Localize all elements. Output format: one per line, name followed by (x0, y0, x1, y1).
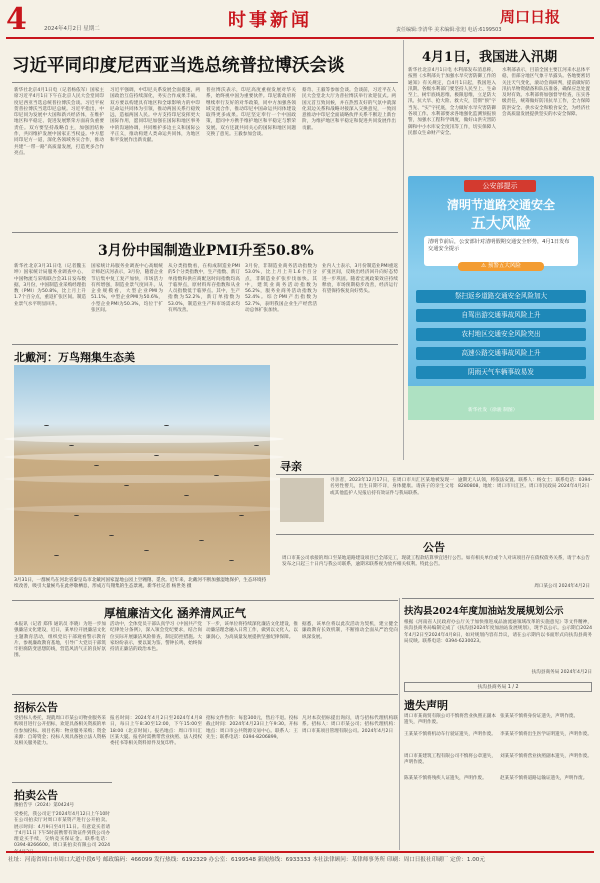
lost-headline: 遗失声明 (404, 699, 448, 712)
lost-item-6: 刘某某不慎将营业执照副本遗失，声明作废。 (500, 754, 592, 759)
lost-item-2: 张某某不慎将身份证遗失，声明作废。 (500, 714, 579, 719)
culture-col-2: 活动中，全体党员干部认真学习《中国共产党纪律处分条例》，深入领会党纪要求，结合岗位实际开展廉洁风险排查，制定防控措施。大家纷纷表示，要以案为鉴、警钟长鸣，始终保持清正廉洁的政治本色。 (110, 622, 202, 653)
culture-col-1: 本报讯（记者 郑伟 通讯员 李晓）为进一步加强廉洁文化建设，近日，某单位开展廉洁文化主题教育活动，组织党员干部观看警示教育片、参观廉政教育基地，引导广大党员干部筑牢拒腐防变思想防线，营造风清气正的良好氛围。 (14, 622, 106, 659)
flood-col-2: 水利部表示，目前全国主要江河来水总体平稳，但部分地区气象干旱露头。各地要密切关注天气变化，滚动会商研判，提前做好防汛抗旱物资储备和队伍准备，确保应急处置及时有效。水利部将加强督导检查，压实各级责任，统筹做好防汛抗旱工作，全力保障防洪安全、供水安全和粮食安全，为经济社会高质量发展提供坚实的水安全保障。 (502, 68, 590, 118)
footer-info: 社址：河南省周口市周口大道中段6号 邮政编码：466099 发行热线：6192329 办公室：6199548 新闻热线：6933333 本社法律顾问：某律师事务所 印刷：周口日报社印刷厂 定价：1.00元 (8, 857, 485, 863)
masthead (0, 0, 600, 38)
column-divider (403, 40, 404, 460)
auction-headline: 拍卖公告 (14, 789, 58, 802)
safety-item-3: 农村地区交通安全风险突出 (416, 328, 586, 341)
photo-headline: 北戴河：万鸟翔集生态美 (14, 351, 135, 364)
fuel-headline: 扶沟县2024年度加油站发展规划公示 (404, 606, 564, 617)
recruit-col-4: 凡对本次招标提出询问，请与招标代理机构联系。招标人：周口市某公司；招标代理机构：周口市某项目管理有限公司。2024年4月2日 (302, 716, 398, 734)
missing-headline: 寻亲 (280, 460, 302, 473)
culture-col-4: 据悉，该单位将以此次活动为契机，建立健全廉政教育长效机制，不断推动全面从严治党向纵深发展。 (302, 622, 398, 640)
bird-photo (14, 365, 270, 575)
auction-subtitle: 豫拍告字（2024）第0424号 (14, 803, 75, 808)
issue-date: 2024年4月2日 星期二 (44, 26, 100, 32)
safety-warning (458, 262, 544, 271)
lead-rule (12, 82, 398, 83)
safety-item-2: 自驾出游交通事故风险上升 (416, 309, 586, 322)
road-illustration (408, 386, 594, 420)
culture-top-rule (12, 600, 398, 601)
auction-top-rule (12, 782, 112, 783)
recruit-col-2: 报名时间：2024年4月2日至2024年4月8日，每日上午8:30至12:00，下午15:00至18:00（北京时间）。报名地点：周口市川汇区某大厦。报名时需携带营业执照、法人授权委托书等相关资料原件及复印件。 (110, 716, 202, 747)
safety-subtitle: 五大风险 (470, 214, 531, 232)
lead-col-3: 普拉博沃表示，印尼高度重视发展对华关系，始终视中国为重要伙伴。印尼新政府将继续奉行友好的对华政策，同中方加强各领域交流合作，推动印尼中国命运共同体建设取得更多成果。印尼坚定奉行一个中国政策，愿同中方携手维护地区和平稳定与繁荣发展。双方还就共同关心的国际和地区问题交换了意见。王毅参加会谈。 (206, 88, 296, 138)
notice-body: 周口市某公司承接的周口至某地道路建设项目已全部完工，现就工程款结算事宜进行公告。如有相关单位或个人对该项目存在债权债务关系，请于本公告发布之日起三十日内与我公司联系，逾期未联系视为放弃相关权利。特此公告。 (282, 556, 590, 568)
flood-headline: 4月1日，我国进入汛期 (422, 50, 558, 65)
safety-intro-text: 清明节前后，公安部针对清明假期交通安全形势，4月1日发布交通安全提示 (428, 239, 570, 252)
flood-col-1: 新华社北京4月1日电 水利部发布消息称，按照《水利部关于加强水旱灾害防御工作的通知》有关规定，自4月1日起，我国进入汛期。各级水利部门要坚持人民至上、生命至上，树牢底线思维、极限思维，立足防大汛、抗大旱、抢大险、救大灾，贯彻“预”字当先、“实”字托底，全力做好水旱灾害防御各项工作。水利部要求各地强化监测预报预警，加强水工程科学调度，做好山洪灾害防御和中小水库安全度汛等工作，切实保障人民群众生命财产安全。 (408, 68, 496, 136)
fuel-note: 扶沟县商务局 1 / 2 (404, 682, 592, 692)
notice-signer: 周口某公司 2024年4月2日 (534, 584, 590, 589)
lost-item-7: 陈某某不慎将残疾人证遗失，声明作废。 (404, 776, 487, 781)
recruit-top-rule (12, 694, 398, 695)
safety-item-1: 祭扫返乡道路交通安全风险加大 (416, 290, 586, 303)
fuel-top-rule (402, 598, 594, 599)
missing-photo (280, 478, 324, 522)
lost-item-3: 王某某不慎将机动车行驶证遗失，声明作废。 (404, 732, 496, 737)
fuel-signer: 扶沟县商务局 2024年4月2日 (531, 670, 592, 675)
footer-rule (6, 851, 594, 853)
pmi-top-rule (12, 232, 398, 233)
safety-credit: 新华社发（徐骏 制图） (468, 408, 518, 413)
lead-col-4: 蔡奇、王毅等参加会谈。会谈前，习近平在人民大会堂北大厅为普拉博沃举行欢迎仪式。两国元首互致问候，并在热烈友好的气氛中就深化双边关系和战略对接深入交换意见，一致同意推动中印尼全面战略伙伴关系不断迈上新台阶，为维护地区和平稳定和促进共同发展作出贡献。 (302, 88, 396, 131)
lost-item-1: 周口市某商贸有限公司不慎将营业执照正副本遗失，声明作废。 (404, 714, 496, 726)
recruit-col-3: 招标文件售价：每套300元，售后不退。投标截止时间：2024年4月23日上午9:30。开标地点：周口市公共资源交易中心。联系人：王先生；联系电话：0394-8206899。 (206, 716, 298, 740)
recruit-headline: 招标公告 (14, 701, 58, 714)
lost-item-5: 周口市某建筑工程有限公司不慎将公章遗失，声明作废。 (404, 754, 496, 766)
safety-warning-text: 预警五大风险 (487, 263, 521, 269)
section-title: 时事新闻 (228, 10, 312, 31)
warning-icon: ⚠ (481, 263, 488, 269)
fuel-body: 根据《河南省人民政府办公厅关于加快推进成品油流通领域改革的实施意见》等文件精神，扶沟县商务局编制完成了《扶沟县2024年度加油站发展规划》，现予以公示。公示期自2024年4月2日至2024年4月8日，如对规划内容有异议，请在公示期内以书面形式向扶沟县商务局反映。联系电话：0394-6230023。 (404, 620, 592, 644)
editor-credits: 责任编辑:李清华 美术编辑:张旭 电话:6199503 (396, 27, 502, 33)
pmi-col-3: 从分类指数看，在构成制造业PMI的5个分类指数中，生产指数、新订单指数和供应商配送时间指数均高于临界点，原材料库存指数和从业人员指数低于临界点。其中，生产指数为52.2%，新订单指数为53.0%，制造业生产和市场需求均有所改善。 (168, 264, 240, 314)
missing-col-2: 逾期无人认领，将依法安置。联系人：杨女士；联系电话：0394-8280808，地址：周口市川汇区。周口市民政局 2024年4月2日 (458, 478, 592, 490)
photo-top-rule (12, 344, 398, 345)
notice-headline: 公告 (423, 541, 445, 554)
pmi-col-5: 业内人士表示，3月份制造业PMI重返扩张区间，反映出经济回升向好态势进一步巩固。随着宏观政策效应持续释放，市场预期稳步改善，经济运行有望保持恢复向好势头。 (322, 264, 398, 295)
bottom-column-divider (399, 598, 400, 850)
pmi-col-2: 国家统计局服务业调查中心高级统计师赵庆河表示，3月份，随着企业节后集中复工复产加快，市场活力有所增强，制造业景气度回升。从企业规模看，大型企业PMI为51.1%，中型企业PMI为50.6%，小型企业PMI为50.3%，均位于扩张区间。 (91, 264, 163, 314)
page-number: 4 (6, 2, 27, 37)
photo-caption: 3月31日，一群候鸟在河北省秦皇岛市北戴河国家湿地公园上空翱翔、觅食。近年来，北戴河不断加强湿地保护，生态环境持续改善，吸引大量候鸟在此停歇栖息，形成万鸟翔集的生态景观。新华社记者 杨世尧 摄 (14, 578, 267, 589)
culture-col-3: 下一步，该单位将持续深化廉洁文化建设，推动廉洁理念融入日常工作，做到以文化人、以廉润心，为高质量发展提供坚强纪律保障。 (206, 622, 298, 640)
safety-item-4: 高速公路交通事故风险上升 (416, 347, 586, 360)
missing-col-1: 寻亲者，2023年12月17日，在周口市川汇区某地被发现一名男性婴儿，出生日期不详，身体健康。请孩子的亲生父母或其他监护人见报后持有效证件与我局联系。 (330, 478, 454, 496)
safety-title: 清明节道路交通安全 (446, 198, 555, 212)
safety-badge: 公安部提示 (464, 180, 536, 192)
pmi-col-4: 3月份，非制造业商务活动指数为53.0%，比上月上升1.6个百分点，非制造业扩张步伐加快。其中，建筑业商务活动指数为56.2%，服务业商务活动指数为52.4%。综合PMI产出指数为52.7%，表明我国企业生产经营活动总体扩张加快。 (245, 264, 317, 314)
lead-headline: 习近平同印度尼西亚当选总统普拉博沃会谈 (12, 56, 345, 76)
culture-headline: 厚植廉洁文化 涵养清风正气 (104, 606, 247, 620)
newspaper-logo: 周口日报 (500, 8, 561, 26)
lead-col-2: 习近平强调，中印尼关系发展全面提速，两国政治互信持续深化，务实合作成果丰硕。双方要以构建具有地区和全球影响力的中印尼命运共同体为引领，推动两国关系行稳致远，造福两国人民。中方支持印尼发挥更大国际作用，愿同印尼加强在国际和地区事务中的沟通协调，共同维护多边主义和国际公平正义，推动构建人类命运共同体，为地区和平发展作出新贡献。 (110, 88, 200, 144)
header-rule (6, 37, 594, 39)
notice-top-rule (276, 534, 594, 535)
safety-item-5: 阴雨天气车辆事故易发 (416, 366, 586, 379)
auction-body: 受委托，我公司定于2024年4月12日上午10时在公司拍卖厅对周口市某资产进行公开拍卖。展示时间：4月9日至4月11日。有意竞买者请于4月11日下午5时前携带有效证件到我公司办理竞买手续，交纳竞买保证金。联系电话：0394-8266600。周口某拍卖有限公司 2024 (14, 812, 110, 849)
recruit-col-1: 受招标人委托，现就周口市某公司物业服务采购项目进行公开招标，欢迎具备相关资质的单位参加投标。项目名称：物业服务采购；资金来源：自筹资金；投标人须具备独立法人资格及相关服务能力。 (14, 716, 106, 747)
pmi-col-1: 新华社北京3月31日电（记者魏玉坤）国家统计局服务业调查中心、中国物流与采购联合会31日发布数据，3月份，中国制造业采购经理指数（PMI）为50.8%，比上月上升1.7个百分点，重返扩张区间。制造业景气水平明显回升。 (14, 264, 86, 307)
lost-item-4: 李某某不慎将出生医学证明遗失，声明作废。 (500, 732, 592, 737)
lead-col-1: 新华社北京4月1日电（记者杨依军）国家主席习近平4月1日下午在北京人民大会堂同印度尼西亚当选总统普拉博沃会谈。习近平祝贺普拉博沃当选印尼总统。习近平指出，中印尼同为发展中大国和新兴经济体，在维护地区和平稳定、促进发展繁荣方面肩负重要责任。双方要坚持战略自主，加强团结协作，共同维护发展中国家正当权益。中方愿同印尼方一道，深化各领域务实合作，推动共建“一带一路”高质量发展，打造更多合作亮点。 (14, 88, 104, 156)
missing-rule (276, 474, 594, 475)
lost-item-8: 赵某某不慎将道路运输证遗失，声明作废。 (500, 776, 588, 781)
pmi-headline: 3月份中国制造业PMI升至50.8% (98, 243, 314, 259)
